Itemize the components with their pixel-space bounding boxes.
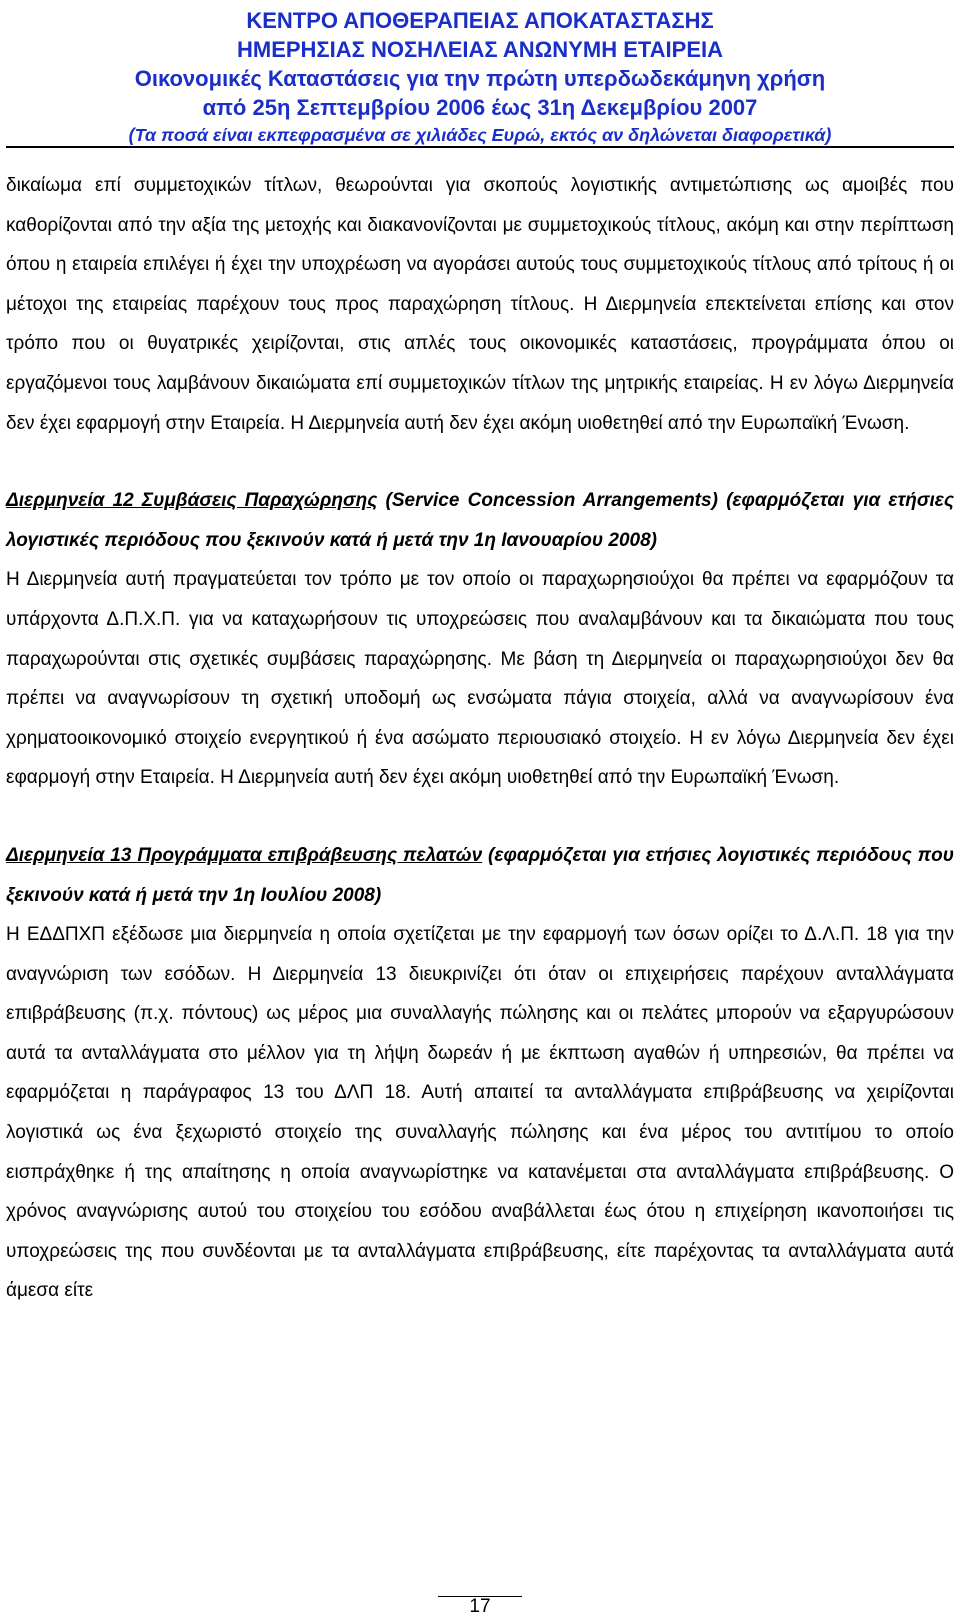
heading-13-rest: (εφαρμόζεται για ετήσιες λογιστικές περιόδους που ξεκινούν κατά ή μετά την 1η Ιουλίου 2008) <box>6 844 954 906</box>
document-body <box>6 166 954 1311</box>
paragraph-interpretation-12: Η Διερμηνεία αυτή πραγματεύεται τον τρόπο με τον οποίο οι παραχωρησιούχοι θα πρέπει να εφαρμόζουν τα υπάρχοντα Δ.Π.Χ.Π. για να καταχωρήσουν τις υποχρεώσεις που αναλαμβάνουν και τα δικαιώματα που τους παραχωρούνται στις σχετικές συμβάσεις παραχώρησης. Με βάση τη Διερμηνεία οι παραχωρησιούχοι δεν θα πρέπει να αναγνωρίσουν τη σχετική υποδομή ως ενσώματα πάγια στοιχεία, αλλά να αναγνωρίσουν ένα χρηματοοικονομικό στοιχείο ενεργητικού ή ένα ασώματο περιουσιακό στοιχείο. Η εν λόγω Διερμηνεία δεν έχει εφαρμογή στην Εταιρεία. Η Διερμηνεία αυτή δεν έχει ακόμη υιοθετηθεί από την Ευρωπαϊκή Ένωση. <box>6 569 954 789</box>
spacer <box>6 443 954 481</box>
heading-12-rest: (Service Concession Arrangements) (εφαρμόζεται για ετήσιες λογιστικές περιόδους που ξεκινούν κατά ή μετά την 1η Ιανουαρίου 2008) <box>6 490 954 551</box>
header-currency-note: (Τα ποσά είναι εκπεφρασμένα σε χιλιάδες Ευρώ, εκτός αν δηλώνεται διαφορετικά) <box>128 125 832 145</box>
section-heading-interpretation-12 <box>6 481 954 560</box>
header-divider <box>6 146 954 148</box>
header-company-type: ΗΜΕΡΗΣΙΑΣ ΝΟΣΗΛΕΙΑΣ ΑΝΩΝΥΜΗ ΕΤΑΙΡΕΙΑ <box>236 37 724 62</box>
section-heading-interpretation-13 <box>6 836 954 915</box>
page-number: 17 <box>469 1596 491 1617</box>
paragraph-continued: δικαίωμα επί συμμετοχικών τίτλων, θεωρούνται για σκοπούς λογιστικής αντιμετώπισης ως αμοιβές που καθορίζονται από την αξία της μετοχής και διακανονίζονται με συμμετοχικούς τίτλους, ακόμη και στην περίπτωση όπου η εταιρεία επιλέγει ή έχει την υποχρέωση να αγοράσει αυτούς τους συμμετοχικούς τίτλους από τρίτους ή οι μέτοχοι της εταιρείας παρέχουν τους προς παραχώρηση τίτλους. Η Διερμηνεία επεκτείνεται επίσης και στον τρόπο που οι θυγατρικές χειρίζονται, στις απλές τους οικονομικές καταστάσεις, προγράμματα όπου οι εργαζόμενοι τους λαμβάνουν δικαιώματα επί συμμετοχικών τίτλων της μητρικής εταιρείας. Η εν λόγω Διερμηνεία δεν έχει εφαρμογή στην Εταιρεία. Η Διερμηνεία αυτή δεν έχει ακόμη υιοθετηθεί από την Ευρωπαϊκή Ένωση. <box>6 175 954 434</box>
header-statement-title: Οικονομικές Καταστάσεις για την πρώτη υπερδωδεκάμηνη χρήση <box>134 66 826 91</box>
spacer <box>6 798 954 836</box>
heading-12-underlined: Διερμηνεία 12 Συμβάσεις Παραχώρησης <box>6 490 378 512</box>
document-header <box>0 6 960 148</box>
header-company-name: ΚΕΝΤΡΟ ΑΠΟΘΕΡΑΠΕΙΑΣ ΑΠΟΚΑΤΑΣΤΑΣΗΣ <box>246 8 714 33</box>
header-period: από 25η Σεπτεμβρίου 2006 έως 31η Δεκεμβρίου 2007 <box>202 95 758 120</box>
paragraph-interpretation-13: Η ΕΔΔΠΧΠ εξέδωσε μια διερμηνεία η οποία σχετίζεται με την εφαρμογή των όσων ορίζει το Δ.Λ.Π. 18 για την αναγνώριση των εσόδων. Η Διερμηνεία 13 διευκρινίζει ότι όταν οι επιχειρήσεις παρέχουν ανταλλάγματα επιβράβευσης (π.χ. πόντους) ως μέρος μια συναλλαγής πώλησης και οι πελάτες μπορούν να εξαργυρώσουν αυτά τα ανταλλάγματα στο μέλλον για τη λήψη δωρεάν ή με έκπτωση αγαθών ή υπηρεσιών, θα πρέπει να εφαρμόζεται η παράγραφος 13 του ΔΛΠ 18. Αυτή απαιτεί τα ανταλλάγματα επιβράβευσης να χειρίζονται λογιστικά ως ένα ξεχωριστό στοιχείο της συναλλαγής πώλησης και ένα μέρος του αντιτίμου το οποίο εισπράχθηκε ή της απαίτησης η οποία αναγνωρίστηκε να κατανέμεται στα ανταλλάγματα επιβράβευσης. Ο χρόνος αναγνώρισης αυτού του στοιχείου του εσόδου αναβάλλεται έως ότου η επιχείρηση ικανοποιήσει τις υποχρεώσεις της που συνδέονται με τα ανταλλάγματα επιβράβευσης, είτε παρέχοντας τα ανταλλάγματα αυτά άμεσα είτε <box>6 924 954 1302</box>
heading-13-underlined: Διερμηνεία 13 Προγράμματα επιβράβευσης πελατών <box>6 844 483 866</box>
